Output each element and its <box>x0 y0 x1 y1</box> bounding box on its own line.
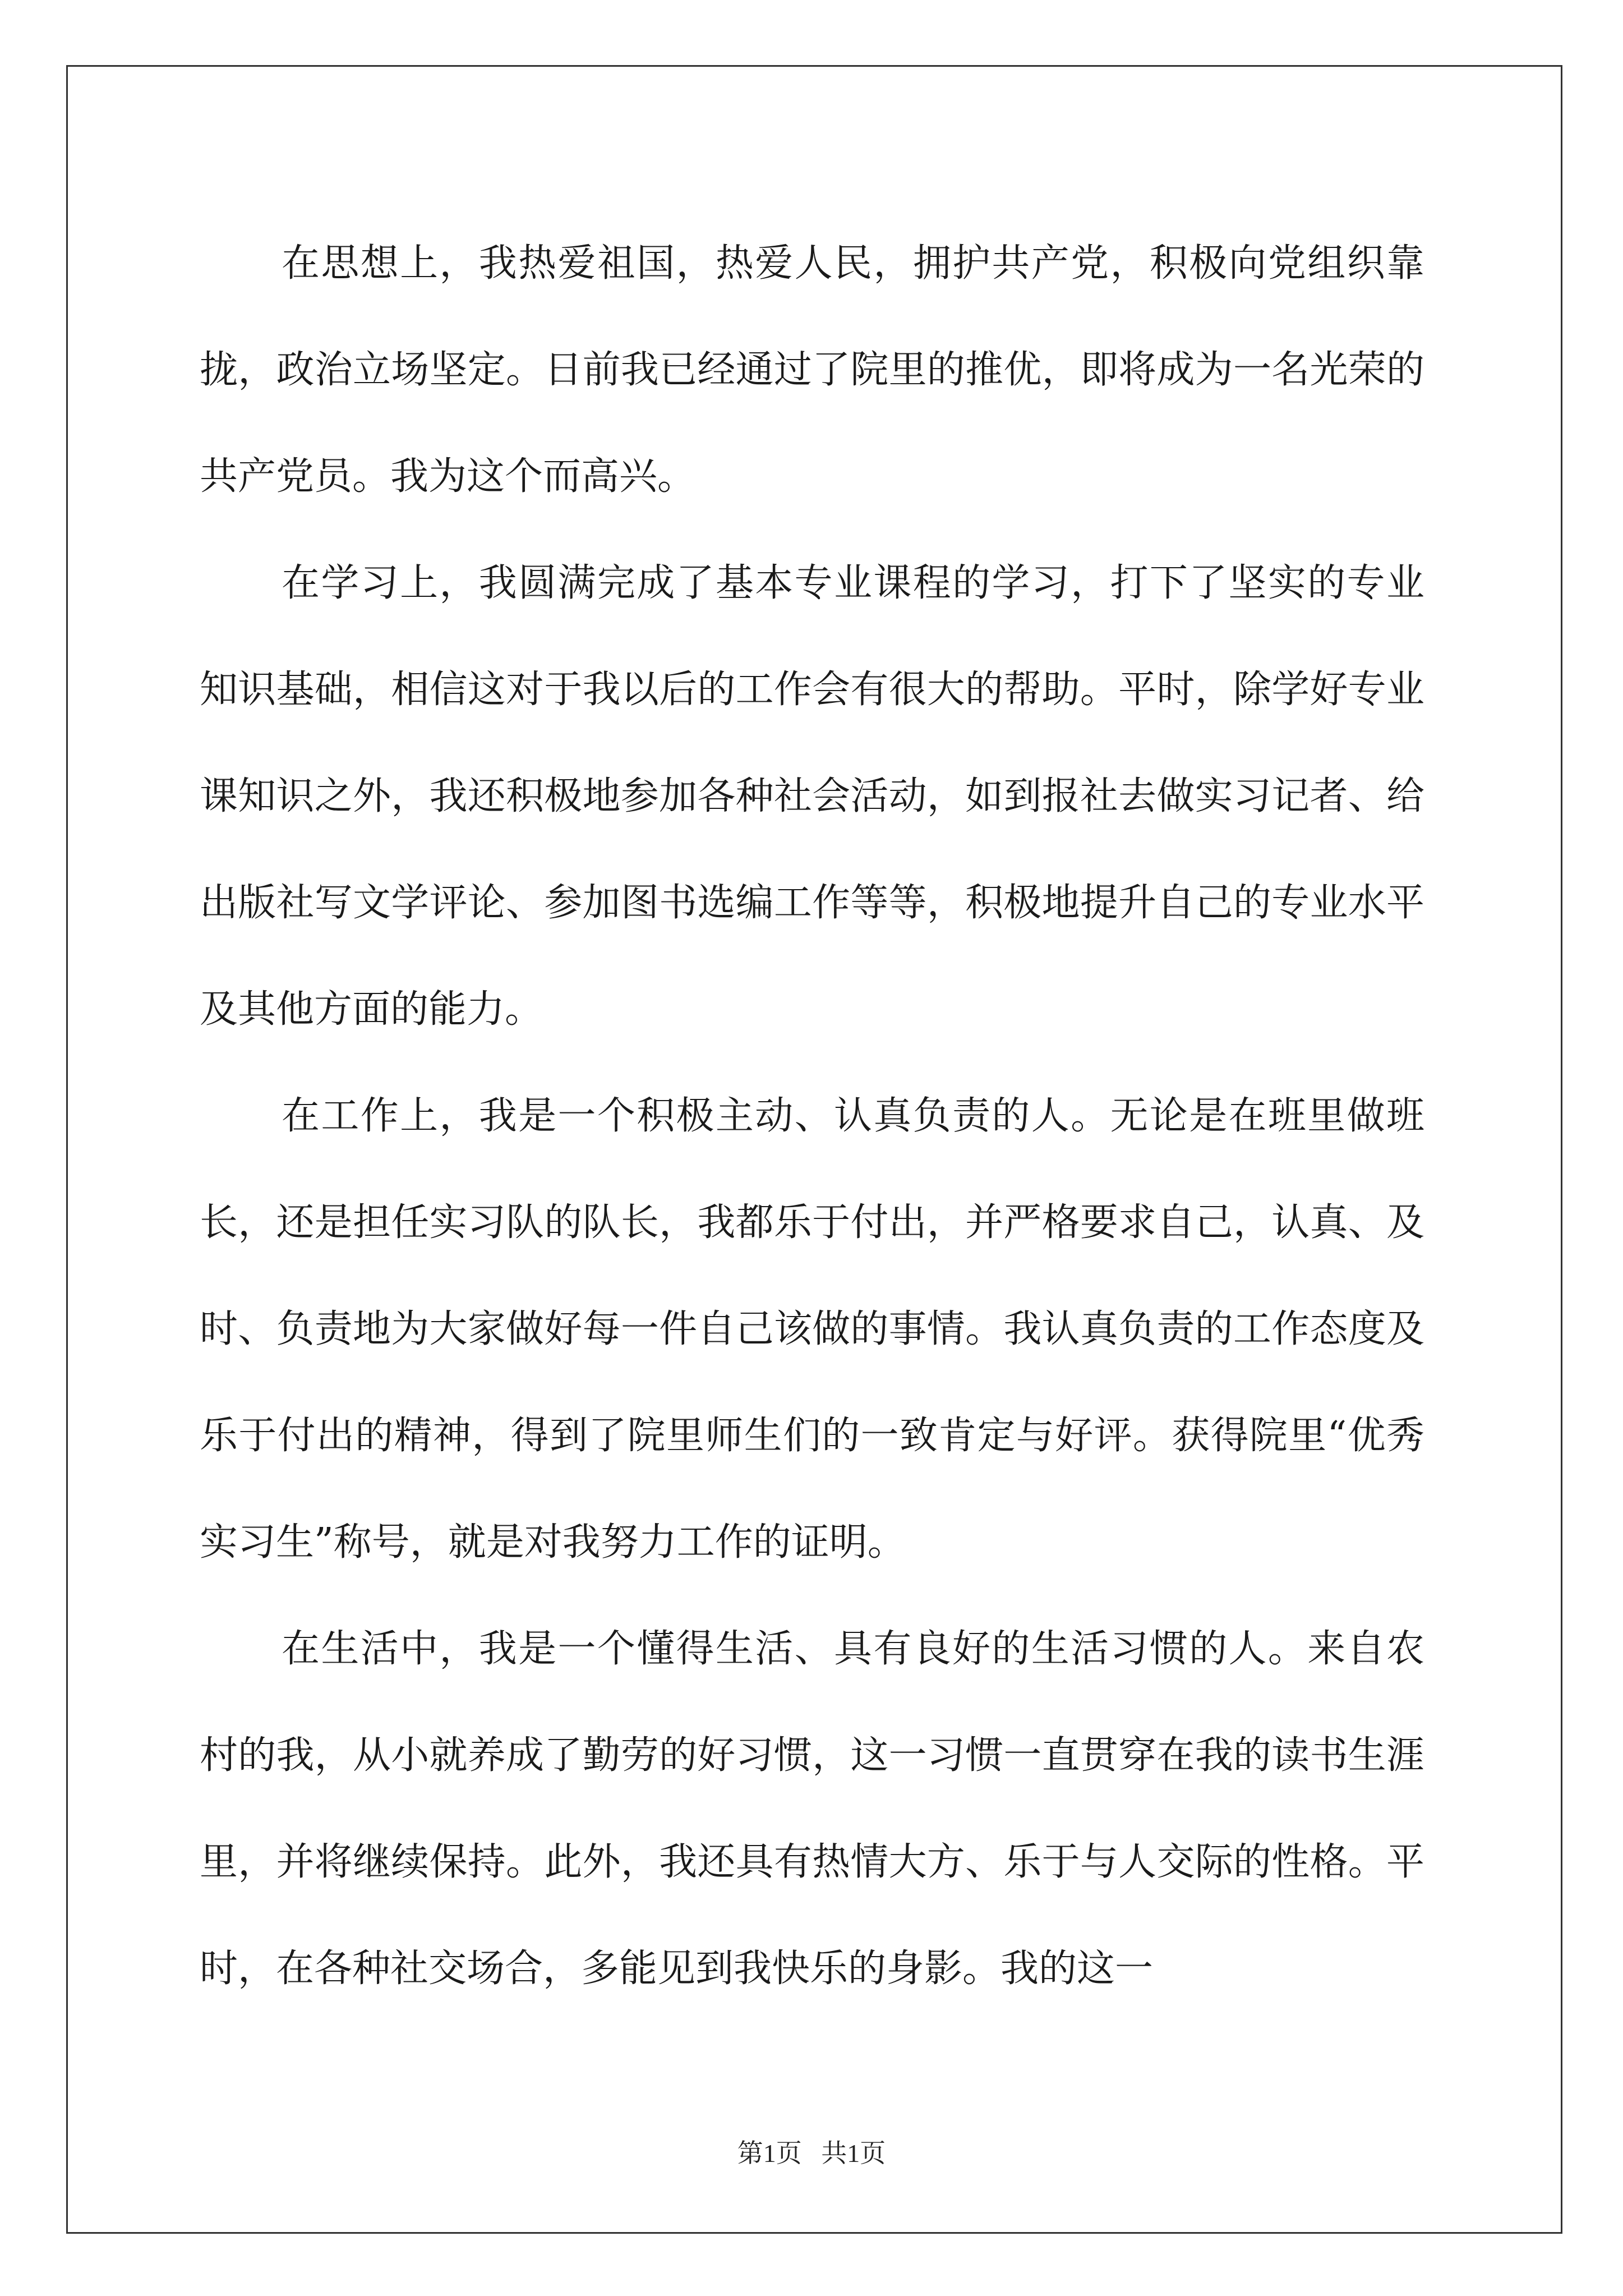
page-footer <box>0 2133 1623 2170</box>
paragraph-study: 在学习上，我圆满完成了基本专业课程的学习，打下了坚实的专业知识基础，相信这对于我以后的工作会有很大的帮助。平时，除学好专业课知识之外，我还积极地参加各种社会活动，如到报社去做实习记者、给出版社写文学评论、参加图书选编工作等等，积极地提升自己的专业水平及其他方面的能力。 <box>200 561 1424 1032</box>
page-total: 共1页 <box>821 2139 886 2168</box>
page-number: 第1页 <box>737 2139 802 2168</box>
document-body <box>200 210 1424 2022</box>
paragraph-ideology: 在思想上，我热爱祖国，热爱人民，拥护共产党，积极向党组织靠拢，政治立场坚定。日前我已经通过了院里的推优，即将成为一名光荣的共产党员。我为这个而高兴。 <box>200 241 1424 499</box>
paragraph-work: 在工作上，我是一个积极主动、认真负责的人。无论是在班里做班长，还是担任实习队的队长，我都乐于付出，并严格要求自己，认真、及时、负责地为大家做好每一件自己该做的事情。我认真负责的工作态度及乐于付出的精神，得到了院里师生们的一致肯定与好评。获得院里“优秀实习生”称号，就是对我努力工作的证明。 <box>200 1094 1424 1565</box>
paragraph-life: 在生活中，我是一个懂得生活、具有良好的生活习惯的人。来自农村的我，从小就养成了勤劳的好习惯，这一习惯一直贯穿在我的读书生涯里，并将继续保持。此外，我还具有热情大方、乐于与人交际的性格。平时，在各种社交场合，多能见到我快乐的身影。我的这一 <box>200 1627 1424 1991</box>
